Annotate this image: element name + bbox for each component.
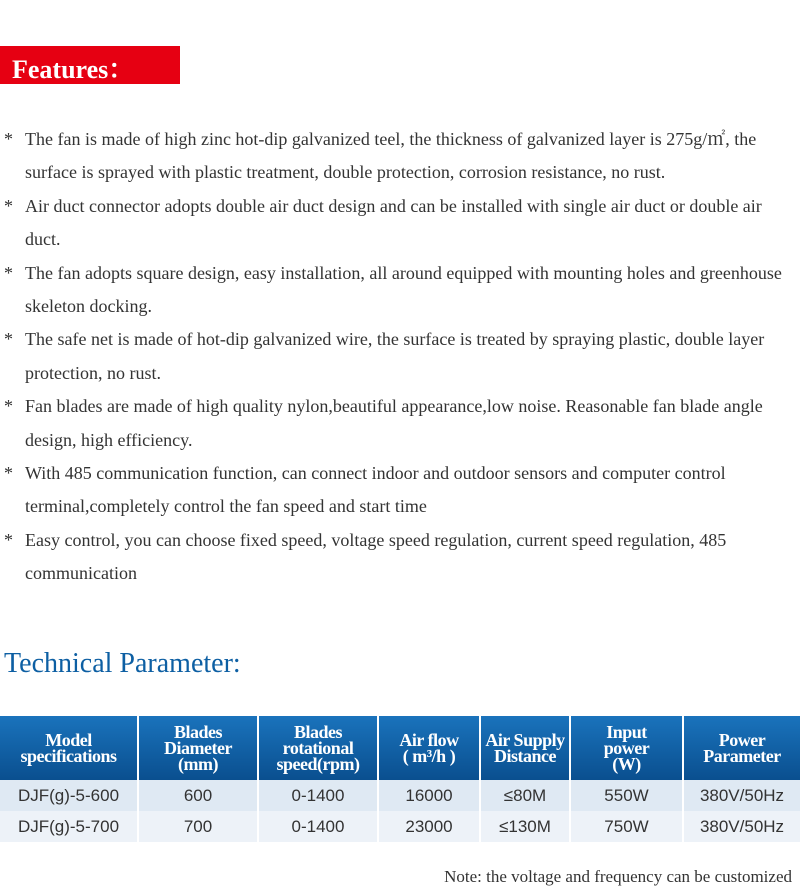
header-blades-diameter: Blades Diameter (mm): [138, 716, 258, 780]
cell-air-flow: 16000: [378, 780, 480, 811]
feature-item: * Fan blades are made of high quality nylon,beautiful appearance,low noise. Reasonable fan blade angle design, high efficiency.: [0, 390, 800, 457]
feature-item: * The safe net is made of hot-dip galvanized wire, the surface is treated by spraying plastic, double layer protection, no rust.: [0, 323, 800, 390]
bullet-star-icon: *: [4, 396, 13, 417]
header-model-specifications: Model specifications: [0, 716, 138, 780]
cell-power-parameter: 380V/50Hz: [683, 780, 800, 811]
cell-model: DJF(g)-5-700: [0, 811, 138, 842]
bullet-star-icon: *: [4, 529, 13, 550]
cell-diameter: 700: [138, 811, 258, 842]
technical-parameter-title: Technical Parameter:: [4, 648, 241, 679]
cell-speed: 0-1400: [258, 780, 378, 811]
bullet-star-icon: *: [4, 463, 13, 484]
feature-item: * The fan is made of high zinc hot-dip galvanized teel, the thickness of galvanized layer is 275g/㎡, the surface is sprayed with plastic treatment, double protection, corrosion resistance, no rust.: [0, 123, 800, 190]
bullet-star-icon: *: [4, 195, 13, 216]
bullet-star-icon: *: [4, 262, 13, 283]
feature-list: [0, 123, 800, 591]
cell-model: DJF(g)-5-600: [0, 780, 138, 811]
cell-power-parameter: 380V/50Hz: [683, 811, 800, 842]
cell-air-flow: 23000: [378, 811, 480, 842]
parameter-table: [0, 716, 800, 842]
feature-item: * Air duct connector adopts double air duct design and can be installed with single air duct or double air duct.: [0, 190, 800, 257]
header-blades-speed: Blades rotational speed(rpm): [258, 716, 378, 780]
bullet-star-icon: *: [4, 129, 13, 149]
feature-item: * With 485 communication function, can connect indoor and outdoor sensors and computer control terminal,completely control the fan speed and start time: [0, 457, 800, 524]
feature-item: * Easy control, you can choose fixed speed, voltage speed regulation, current speed regulation, 485 communication: [0, 524, 800, 591]
features-banner: [0, 46, 180, 84]
cell-diameter: 600: [138, 780, 258, 811]
header-air-flow: Air flow ( m³/h ): [378, 716, 480, 780]
cell-distance: ≤130M: [480, 811, 570, 842]
feature-item: * The fan adopts square design, easy installation, all around equipped with mounting holes and greenhouse skeleton docking.: [0, 257, 800, 324]
table-row: [0, 780, 800, 811]
customization-note: Note: the voltage and frequency can be customized: [444, 867, 792, 886]
cell-power: 550W: [570, 780, 683, 811]
features-title: Features：: [12, 55, 135, 84]
bullet-star-icon: *: [4, 329, 13, 350]
header-power-parameter: Power Parameter: [683, 716, 800, 780]
table-header-row: [0, 716, 800, 780]
header-air-supply-distance: Air Supply Distance: [480, 716, 570, 780]
cell-speed: 0-1400: [258, 811, 378, 842]
cell-distance: ≤80M: [480, 780, 570, 811]
table-row: [0, 811, 800, 842]
header-input-power: Input power (W): [570, 716, 683, 780]
cell-power: 750W: [570, 811, 683, 842]
